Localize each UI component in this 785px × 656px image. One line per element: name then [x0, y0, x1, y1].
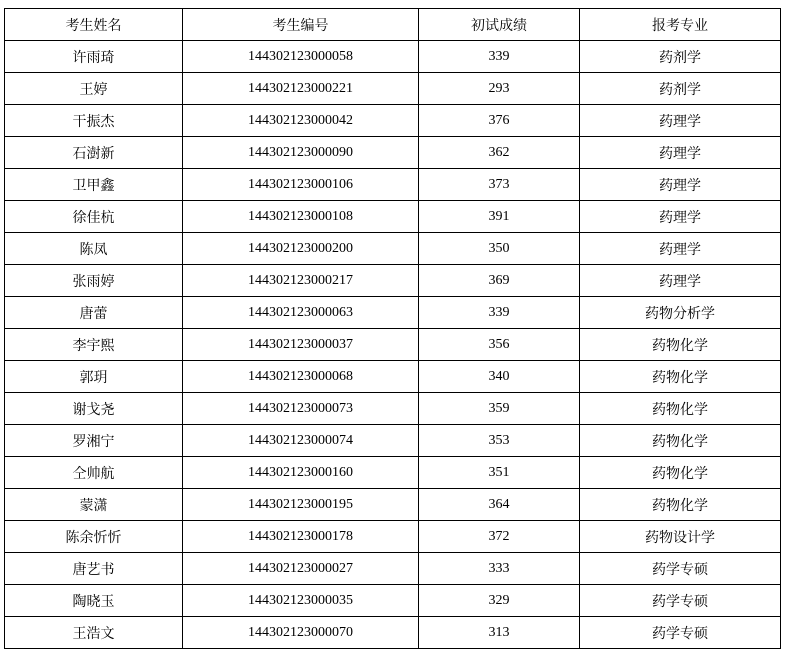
major-cell: 药理学	[580, 201, 781, 233]
student-id-cell: 144302123000200	[183, 233, 419, 265]
table-row	[5, 617, 781, 649]
student-id-cell: 144302123000074	[183, 425, 419, 457]
column-header-id: 考生编号	[183, 9, 419, 41]
initial-score-cell: 353	[419, 425, 580, 457]
initial-score-cell: 313	[419, 617, 580, 649]
major-cell: 药理学	[580, 265, 781, 297]
student-name-cell: 罗湘宁	[5, 425, 183, 457]
student-id-cell: 144302123000195	[183, 489, 419, 521]
student-name-cell: 王婷	[5, 73, 183, 105]
table-row	[5, 297, 781, 329]
initial-score-cell: 372	[419, 521, 580, 553]
student-id-cell: 144302123000042	[183, 105, 419, 137]
student-name-cell: 仝帅航	[5, 457, 183, 489]
initial-score-cell: 350	[419, 233, 580, 265]
table-row	[5, 393, 781, 425]
table-row	[5, 137, 781, 169]
major-cell: 药剂学	[580, 41, 781, 73]
table-row	[5, 361, 781, 393]
student-name-cell: 张雨婷	[5, 265, 183, 297]
student-name-cell: 卫甲鑫	[5, 169, 183, 201]
table-row	[5, 73, 781, 105]
student-name-cell: 干振杰	[5, 105, 183, 137]
table-row	[5, 233, 781, 265]
student-id-cell: 144302123000037	[183, 329, 419, 361]
initial-score-cell: 364	[419, 489, 580, 521]
student-id-cell: 144302123000063	[183, 297, 419, 329]
student-id-cell: 144302123000221	[183, 73, 419, 105]
initial-score-cell: 391	[419, 201, 580, 233]
table-row	[5, 265, 781, 297]
student-id-cell: 144302123000035	[183, 585, 419, 617]
table-row	[5, 105, 781, 137]
major-cell: 药物化学	[580, 393, 781, 425]
table-header	[5, 9, 781, 41]
student-name-cell: 蒙潇	[5, 489, 183, 521]
column-header-major: 报考专业	[580, 9, 781, 41]
student-name-cell: 许雨琦	[5, 41, 183, 73]
initial-score-cell: 329	[419, 585, 580, 617]
student-id-cell: 144302123000108	[183, 201, 419, 233]
header-row	[5, 9, 781, 41]
major-cell: 药学专硕	[580, 617, 781, 649]
student-name-cell: 王浩文	[5, 617, 183, 649]
table-row	[5, 425, 781, 457]
initial-score-cell: 369	[419, 265, 580, 297]
student-name-cell: 陈余忻忻	[5, 521, 183, 553]
major-cell: 药学专硕	[580, 553, 781, 585]
column-header-score: 初试成绩	[419, 9, 580, 41]
column-header-name: 考生姓名	[5, 9, 183, 41]
major-cell: 药物化学	[580, 489, 781, 521]
major-cell: 药物化学	[580, 361, 781, 393]
initial-score-cell: 362	[419, 137, 580, 169]
initial-score-cell: 356	[419, 329, 580, 361]
initial-score-cell: 339	[419, 41, 580, 73]
student-name-cell: 谢戈尧	[5, 393, 183, 425]
major-cell: 药学专硕	[580, 585, 781, 617]
major-cell: 药理学	[580, 233, 781, 265]
student-name-cell: 陈凤	[5, 233, 183, 265]
initial-score-cell: 351	[419, 457, 580, 489]
student-name-cell: 陶晓玉	[5, 585, 183, 617]
initial-score-cell: 333	[419, 553, 580, 585]
initial-score-cell: 293	[419, 73, 580, 105]
table-row	[5, 489, 781, 521]
student-name-cell: 李宇熙	[5, 329, 183, 361]
student-id-cell: 144302123000068	[183, 361, 419, 393]
student-name-cell: 郭玥	[5, 361, 183, 393]
student-id-cell: 144302123000178	[183, 521, 419, 553]
student-id-cell: 144302123000027	[183, 553, 419, 585]
major-cell: 药物化学	[580, 329, 781, 361]
initial-score-cell: 340	[419, 361, 580, 393]
student-id-cell: 144302123000058	[183, 41, 419, 73]
student-id-cell: 144302123000106	[183, 169, 419, 201]
table-row	[5, 521, 781, 553]
table-row	[5, 169, 781, 201]
student-id-cell: 144302123000073	[183, 393, 419, 425]
major-cell: 药理学	[580, 137, 781, 169]
table-body	[5, 41, 781, 649]
major-cell: 药物设计学	[580, 521, 781, 553]
initial-score-cell: 339	[419, 297, 580, 329]
table-row	[5, 329, 781, 361]
student-id-cell: 144302123000070	[183, 617, 419, 649]
major-cell: 药物化学	[580, 457, 781, 489]
student-id-cell: 144302123000090	[183, 137, 419, 169]
table-row	[5, 585, 781, 617]
initial-score-cell: 359	[419, 393, 580, 425]
table-row	[5, 201, 781, 233]
student-id-cell: 144302123000217	[183, 265, 419, 297]
initial-score-cell: 376	[419, 105, 580, 137]
table-row	[5, 457, 781, 489]
major-cell: 药剂学	[580, 73, 781, 105]
table-row	[5, 41, 781, 73]
major-cell: 药理学	[580, 169, 781, 201]
major-cell: 药理学	[580, 105, 781, 137]
initial-score-cell: 373	[419, 169, 580, 201]
student-name-cell: 徐佳杭	[5, 201, 183, 233]
student-name-cell: 唐蕾	[5, 297, 183, 329]
table-row	[5, 553, 781, 585]
student-name-cell: 唐艺书	[5, 553, 183, 585]
admission-score-table	[4, 8, 781, 649]
student-id-cell: 144302123000160	[183, 457, 419, 489]
major-cell: 药物化学	[580, 425, 781, 457]
major-cell: 药物分析学	[580, 297, 781, 329]
student-name-cell: 石澍新	[5, 137, 183, 169]
